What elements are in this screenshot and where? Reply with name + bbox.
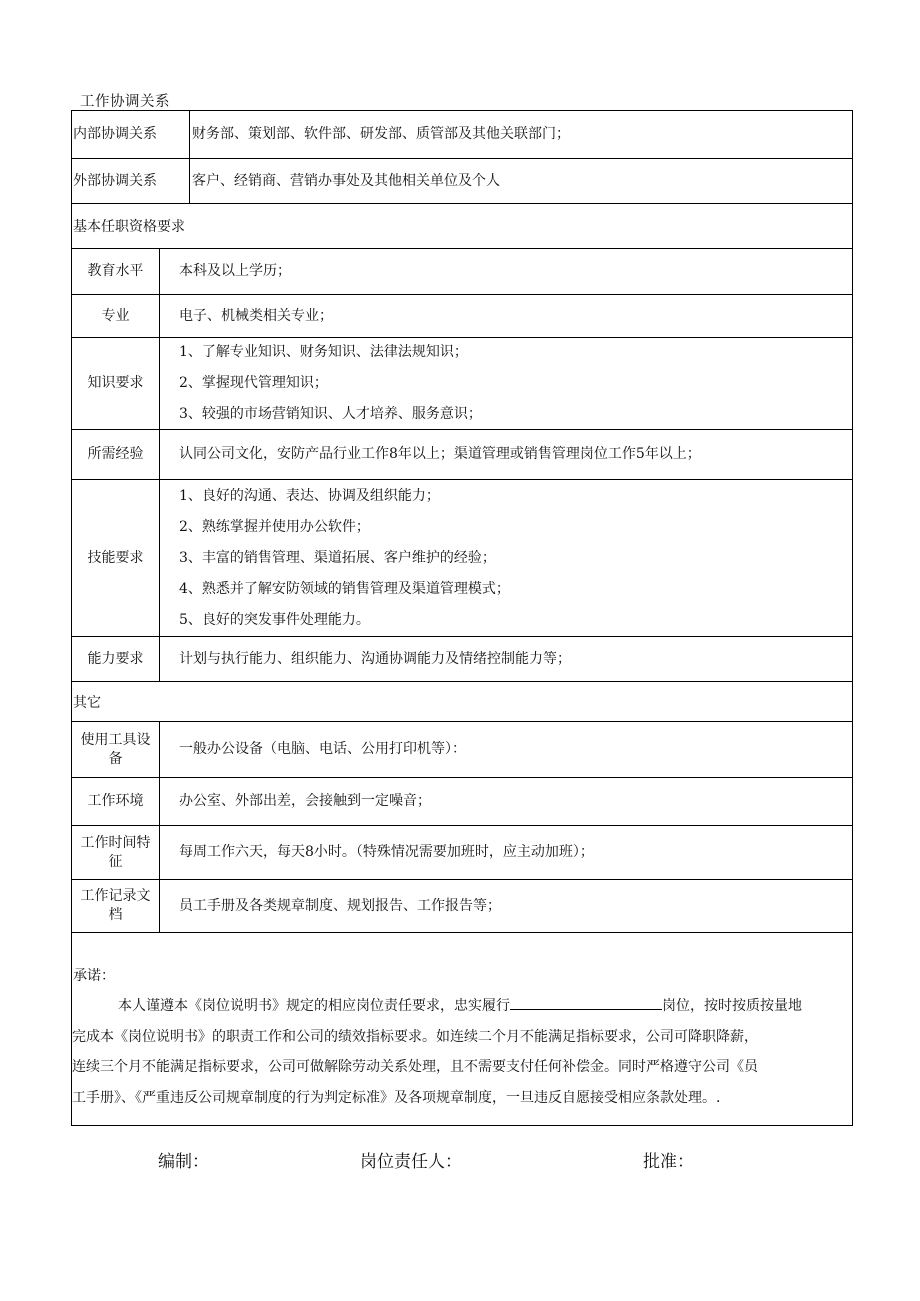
section-row: [72, 682, 852, 722]
row-value: 客户、经销商、营销办事处及其他相关单位及个人: [192, 172, 500, 189]
job-description-table: [71, 110, 853, 1126]
section-row: [72, 204, 852, 249]
row-value: 本科及以上学历；: [179, 263, 291, 279]
row-value: 1、良好的沟通、表达、协调及组织能力； 2、熟练掌握并使用办公软件； 3、丰富的销售管理、渠道拓展、客户维护的经验； 4、熟悉并了解安防领域的销售管理及渠道管理模式； 5、良好的突发事件处理能力。: [179, 487, 510, 628]
row-label: 工作记录文档: [72, 880, 160, 932]
table-row: [72, 111, 852, 159]
row-label: 内部协调关系: [72, 111, 190, 158]
responsible-person-label: 岗位责任人：: [360, 1152, 462, 1172]
pledge-section: [72, 933, 852, 1125]
row-value: 财务部、策划部、软件部、研发部、质管部及其他关联部门；: [192, 126, 570, 142]
section-heading: 工作协调关系: [80, 94, 170, 110]
row-label: 技能要求: [72, 480, 160, 636]
table-row: [72, 637, 852, 682]
row-value: 电子、机械类相关专业；: [179, 307, 333, 324]
row-value: 计划与执行能力、组织能力、沟通协调能力及情绪控制能力等；: [179, 650, 571, 667]
row-label: 专业: [72, 295, 160, 337]
row-label: 所需经验: [72, 430, 160, 479]
row-label: 工作时间特征: [72, 826, 160, 879]
table-row: [72, 826, 852, 880]
table-row: [72, 295, 852, 338]
row-label: 知识要求: [72, 338, 160, 429]
table-row: [72, 338, 852, 430]
pledge-text: 本人谨遵本《岗位说明书》规定的相应岗位责任要求，忠实履行 岗位，按时按质按量地 完成本《岗位说明书》的职责工作和公司的绩效指标要求。如连续二个月不能满足指标要求，公司可降职降薪， 连续三个月不能满足指标要求，公司可做解除劳动关系处理，且不需要支付任何补偿金。同时严格遵守公司《员 工手册》、《严重违反公司规章制度的行为判定标准》及各项规章制度，一旦违反自愿接受相应条款处理。.: [72, 998, 802, 1106]
table-row: [72, 480, 852, 637]
position-blank: [510, 997, 662, 1010]
table-row: [72, 880, 852, 933]
row-value: 每周工作六天，每天8小时。（特殊情况需要加班时，应主动加班）；: [179, 844, 594, 860]
row-label: 外部协调关系: [72, 159, 190, 203]
table-row: [72, 249, 852, 295]
row-label: 能力要求: [72, 637, 160, 681]
table-row: [72, 722, 852, 778]
row-value: 1、了解专业知识、财务知识、法律法规知识； 2、掌握现代管理知识； 3、较强的市场营销知识、人才培养、服务意识；: [179, 344, 482, 422]
other-title: 其它: [73, 694, 101, 711]
row-value: 一般办公设备（电脑、电话、公用打印机等）：: [179, 741, 466, 757]
approver-label: 批准：: [643, 1152, 694, 1172]
compiler-label: 编制：: [158, 1152, 209, 1172]
pledge-title: 承诺：: [73, 968, 115, 984]
row-value: 认同公司文化，安防产品行业工作8年以上；渠道管理或销售管理岗位工作5年以上；: [179, 446, 701, 462]
qualification-title: 基本任职资格要求: [73, 219, 185, 235]
row-label: 使用工具设备: [72, 722, 160, 777]
row-value: 员工手册及各类规章制度、规划报告、工作报告等；: [179, 897, 501, 914]
table-row: [72, 159, 852, 204]
table-row: [72, 778, 852, 826]
row-label: 教育水平: [72, 249, 160, 294]
row-label: 工作环境: [72, 778, 160, 825]
table-row: [72, 430, 852, 480]
row-value: 办公室、外部出差，会接触到一定噪音；: [179, 793, 431, 809]
